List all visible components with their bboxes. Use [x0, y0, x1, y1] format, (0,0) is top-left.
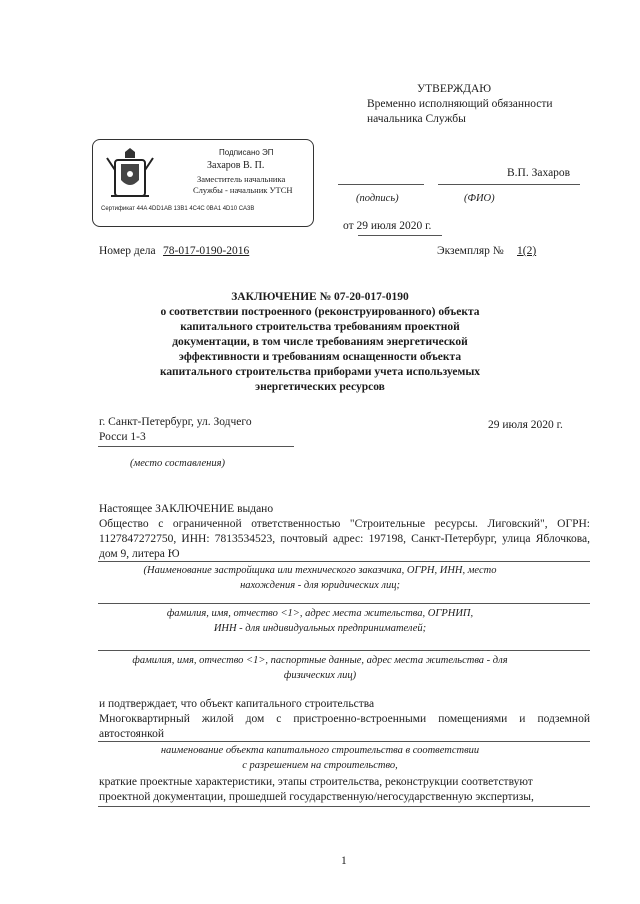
approve-position-line1: Временно исполняющий обязанности: [367, 98, 553, 110]
caption-object-1: наименование объекта капитального строительства в соответствии: [160, 745, 480, 756]
caption-ip-1: фамилия, имя, отчество <1>, адрес места жительства, ОГРНИП,: [166, 608, 474, 619]
fl-line: [98, 650, 590, 651]
signature-caption: (подпись): [356, 193, 399, 204]
place-line1: г. Санкт-Петербург, ул. Зодчего: [99, 416, 252, 428]
tail-line2: проектной документации, прошедшей государственную/негосударственную экспертизы,: [99, 791, 534, 803]
tail-line1: краткие проектные характеристики, этапы строительства, реконструкции соответствуют: [99, 776, 533, 788]
caption-fl-2: физических лиц): [283, 670, 357, 681]
caption-fl-1: фамилия, имя, отчество <1>, паспортные данные, адрес места жительства - для: [132, 655, 508, 666]
electronic-signature-stamp: [92, 139, 314, 227]
caption-object-2: с разрешением на строительство,: [242, 760, 398, 771]
stamp-line2: Захаров В. П.: [207, 160, 265, 171]
approve-position-line2: начальника Службы: [367, 113, 466, 125]
place-underline: [98, 446, 294, 447]
name-caption: (ФИО): [464, 193, 495, 204]
caption-ip-2: ИНН - для индивидуальных предпринимателей;: [213, 623, 427, 634]
conclusion-title: ЗАКЛЮЧЕНИЕ № 07-20-017-0190: [231, 291, 409, 303]
heading-line: документации, в том числе требованиям энергетической: [172, 336, 468, 348]
name-line: [438, 184, 580, 185]
ip-line: [98, 603, 590, 604]
object-underline: [98, 741, 590, 742]
stamp-line1: Подписано ЭП: [219, 148, 274, 157]
issued-text: Настоящее ЗАКЛЮЧЕНИЕ выдано: [99, 503, 274, 515]
place-line2: Росси 1-3: [99, 431, 146, 443]
place-date: 29 июля 2020 г.: [488, 419, 563, 431]
org-underline: [98, 561, 590, 562]
approve-title: УТВЕРЖДАЮ: [417, 83, 492, 95]
approve-date: от 29 июля 2020 г.: [343, 220, 432, 232]
date-line: [358, 235, 442, 236]
heading-line: капитального строительства приборами учета используемых: [159, 366, 481, 378]
place-caption: (место составления): [130, 458, 226, 469]
coat-of-arms-icon: [99, 146, 161, 208]
signature-line: [338, 184, 424, 185]
copy-number: 1(2): [517, 245, 537, 257]
heading-line: о соответствии построенного (реконструированного) объекта: [160, 306, 480, 318]
caption-legal-2: нахождения - для юридических лиц;: [240, 580, 400, 591]
confirms-text: и подтверждает, что объект капитального строительства: [99, 698, 375, 710]
copy-label: Экземпляр №: [437, 245, 504, 257]
object-text: Многоквартирный жилой дом с пристроенно-встроенными помещениями и подземной автостоянкой: [99, 713, 590, 740]
heading-line: энергетических ресурсов: [255, 381, 385, 393]
approve-name: В.П. Захаров: [507, 167, 571, 179]
heading-line: капитального строительства требованиям проектной: [180, 321, 460, 333]
heading-line: эффективности и требованиям оснащенности объекта: [178, 351, 462, 363]
tail-underline: [98, 806, 590, 807]
stamp-line4: Службы - начальник УТСН: [193, 185, 293, 195]
page-number: 1: [341, 855, 347, 867]
case-number-label: Номер дела: [99, 245, 156, 257]
caption-legal-1: (Наименование застройщика или технического заказчика, ОГРН, ИНН, место: [143, 565, 497, 576]
stamp-line3: Заместитель начальника: [197, 174, 286, 184]
organization-text: Общество с ограниченной ответственностью "Строительные ресурсы. Лиговский", ОГРН: 1127847272750, ИНН: 7813534523, почтовый адрес: 197198, Санкт-Петербург, улица Яблочкова, дом 9, литера Ю: [99, 518, 590, 560]
stamp-cert: Сертификат 44A 4DD1AB 13В1 4С4С 0BA1 4D10 CA3B: [101, 206, 255, 212]
case-number: 78-017-0190-2016: [163, 245, 250, 257]
